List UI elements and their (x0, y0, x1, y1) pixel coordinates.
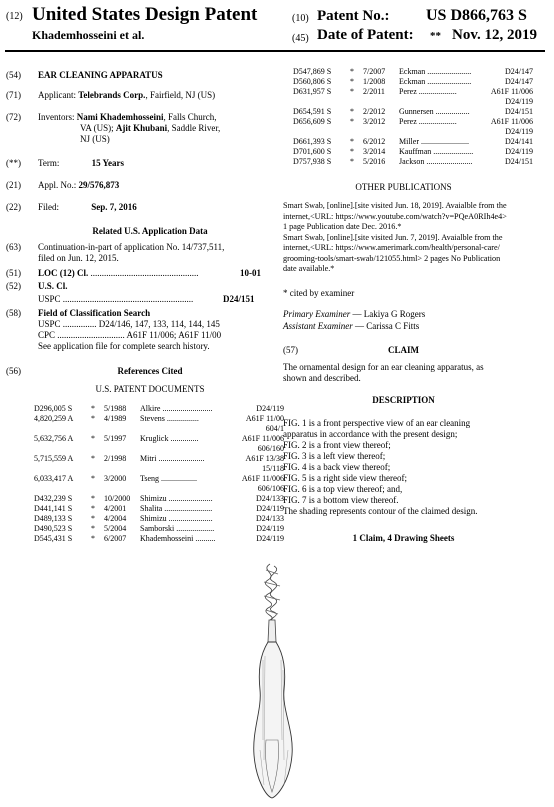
patent-name-cell: Kruglick (140, 434, 169, 443)
inventor-1-location: , Falls Church, (163, 112, 217, 122)
term-value: 15 Years (91, 158, 125, 168)
patent-dots-cell: ......................... (162, 404, 213, 413)
loc-label: LOC (12) Cl. (38, 268, 89, 278)
field-code: (54) (6, 70, 21, 80)
inventor-2-location-cont: NJ (US) (80, 134, 110, 144)
patent-star-cell: * (350, 67, 354, 76)
applicant-name: Telebrands Corp. (78, 90, 146, 100)
patent-date: Nov. 12, 2019 (452, 27, 538, 43)
patent-star-cell: * (91, 404, 95, 413)
publication-line: grooming-tools/smart-swab/121055.html> 2 pages No Publication (283, 253, 501, 263)
references-heading: References Cited (117, 366, 183, 376)
patent-star-cell: * (91, 494, 95, 503)
patent-date-cell: 5/2004 (104, 524, 127, 533)
patent-number-cell: D547,869 S (293, 67, 332, 76)
claim-line: The ornamental design for an ear cleaning apparatus, as (283, 362, 484, 372)
patent-name-cell: Samborski (140, 524, 175, 533)
patent-star-cell: * (91, 534, 95, 543)
patent-name-cell: Alkire (140, 404, 161, 413)
field-search-note: See application file for complete search history. (38, 341, 210, 351)
patent-class-cell: D24/151 (505, 157, 533, 166)
patent-name-cell: Perez (399, 87, 417, 96)
patent-dots-cell: ........................ (164, 504, 213, 513)
patent-star-cell: * (350, 77, 354, 86)
patent-date-cell: 1/2008 (363, 77, 386, 86)
patent-name-cell: Jackson (399, 157, 425, 166)
patent-dots-cell: ...................... (168, 514, 213, 523)
description-line: apparatus in accordance with the present design; (283, 429, 458, 439)
patent-date-cell: 3/2000 (104, 474, 127, 483)
patent-date-cell: 3/2014 (363, 147, 386, 156)
inventors-label: Inventors: (38, 112, 75, 122)
date-marker: ** (430, 30, 441, 42)
patent-date-cell: 2/1998 (104, 454, 127, 463)
publication-line: Smart Swab, [online].[site visited Jun. 7, 2019]. Avaialble from the (283, 232, 503, 242)
ear-cleaner-drawing (230, 560, 320, 802)
field-code: (**) (6, 158, 21, 168)
patent-dots-cell: ....................... (158, 454, 205, 463)
assistant-examiner-label: Assistant Examiner (283, 321, 353, 331)
patent-class-cell: D24/133 (256, 514, 284, 523)
patent-number-cell: D490,523 S (34, 524, 73, 533)
patent-dots-cell: ...................... (168, 494, 213, 503)
neck (268, 620, 276, 642)
appl-number: 29/576,873 (78, 180, 120, 190)
patent-dots-cell: ...................... (427, 77, 472, 86)
field-code: (71) (6, 90, 21, 100)
related-data-heading: Related U.S. Application Data (92, 226, 208, 236)
continuation-line-1: Continuation-in-part of application No. 14/737,511, (38, 242, 225, 252)
claims-summary: 1 Claim, 4 Drawing Sheets (352, 533, 455, 543)
patent-name-cell: Miller (399, 137, 419, 146)
patent-dots-cell: ................... (418, 87, 457, 96)
patent-date-cell: 2/2011 (363, 87, 385, 96)
filed-label: Filed: (38, 202, 60, 212)
patent-date-cell: 4/1989 (104, 414, 127, 423)
claim-heading: CLAIM (388, 345, 419, 355)
field-code: (56) (6, 366, 21, 376)
filed-date: Sep. 7, 2016 (91, 202, 137, 212)
patent-star-cell: * (350, 157, 354, 166)
patent-star-cell: * (91, 504, 95, 513)
patent-star-cell: * (350, 87, 354, 96)
patent-number-cell: 5,715,559 A (34, 454, 74, 463)
patent-name-cell: Mitri (140, 454, 157, 463)
publication-line: Smart Swab, [online].[site visited Jun. 18, 2019]. Avaialble from the (283, 201, 507, 210)
patent-dots-cell: .............. (170, 434, 199, 443)
patent-class-cell: 606/106 (257, 484, 284, 493)
uspc-value: D24/151 (223, 294, 255, 304)
patent-number-cell: D489,133 S (34, 514, 73, 523)
claim-line: shown and described. (283, 373, 361, 383)
patent-star-cell: * (91, 454, 95, 463)
patent-dots-cell: ................... (176, 524, 215, 533)
patent-number-cell: D560,806 S (293, 77, 332, 86)
patent-no-code: (10) (292, 13, 309, 24)
patent-date-cell: 3/2012 (363, 117, 386, 126)
patent-class-cell: D24/133 (256, 494, 284, 503)
patent-star-cell: * (91, 524, 95, 533)
uspc-row (38, 294, 294, 308)
patent-date-cell: 2/2012 (363, 107, 386, 116)
field-code: (52) (6, 281, 21, 291)
description-line: FIG. 4 is a back view thereof; (283, 462, 391, 472)
patent-name-cell: Kauffman (399, 147, 432, 156)
publication-line: date available.* (283, 264, 335, 273)
inventor-1-location-cont: VA (US); (80, 123, 116, 133)
patent-class-cell: D24/119 (505, 147, 533, 156)
patent-name-cell: Perez (399, 117, 417, 126)
other-publications (283, 201, 524, 275)
description-line: FIG. 5 is a right side view thereof; (283, 473, 407, 483)
patent-date-cell: 6/2007 (104, 534, 127, 543)
patent-date-cell: 10/2000 (104, 494, 131, 503)
patent-name-cell: Stevens (140, 414, 165, 423)
patent-star-cell: * (350, 147, 354, 156)
cited-note: * cited by examiner (283, 288, 355, 298)
patent-number-cell: 6,033,417 A (34, 474, 74, 483)
description-heading: DESCRIPTION (372, 395, 435, 405)
patent-number-cell: D654,591 S (293, 107, 332, 116)
patent-number-cell: D441,141 S (34, 504, 73, 513)
date-code: (45) (292, 33, 309, 44)
patent-number-cell: D701,600 S (293, 147, 332, 156)
patent-class-cell: D24/119 (505, 127, 533, 136)
patent-dots-cell: ................ (166, 414, 199, 423)
patent-star-cell: * (91, 434, 95, 443)
description-line: The shading represents contour of the claimed design. (283, 506, 478, 516)
patent-class-cell: A61F 11/00 (245, 414, 284, 423)
patent-class-cell: D24/119 (256, 504, 284, 513)
applicant-label: Applicant: (38, 90, 76, 100)
field-code: (21) (6, 180, 21, 190)
appl-label: Appl. No.: (38, 180, 77, 190)
patent-name-cell: Shimizu (140, 494, 167, 503)
inventor-2-location: , Saddle River, (167, 123, 221, 133)
date-label: Date of Patent: (317, 27, 414, 43)
description-line: FIG. 7 is a bottom view thereof. (283, 495, 399, 505)
patent-name-cell: Eckman (399, 67, 426, 76)
patent-number: US D866,763 S (426, 7, 527, 24)
patent-dots-cell: .................. (161, 474, 197, 483)
patent-class-cell: A61F 11/006 (490, 117, 533, 126)
publication-line: 1 page Publication date Dec. 2016.* (283, 222, 402, 231)
patent-dots-cell: ....................... (426, 157, 473, 166)
patent-date-cell: 5/2016 (363, 157, 386, 166)
other-publications-heading: OTHER PUBLICATIONS (355, 182, 452, 192)
inventors-row (6, 112, 270, 152)
publication-line: internet,<URL: https://www.amerimark.com/health/personal-care/ (283, 243, 500, 252)
authors: Khademhosseini et al. (32, 28, 145, 42)
patent-star-cell: * (91, 514, 95, 523)
field-code: (58) (6, 308, 21, 318)
patent-date-cell: 5/1997 (104, 434, 127, 443)
primary-examiner-label: Primary Examiner (283, 309, 351, 319)
document-title: United States Design Patent (32, 4, 258, 25)
patent-name-cell: Shimizu (140, 514, 167, 523)
publication-line: internet,<URL: https://www.youtube.com/watch?v=PQeA0RIh4e4> (283, 211, 507, 221)
field-code: (51) (6, 268, 21, 278)
handle (254, 642, 292, 798)
patent-class-cell: 606/160 (257, 444, 284, 453)
field-code: (22) (6, 202, 21, 212)
patent-number-cell: D432,239 S (34, 494, 73, 503)
header-rule (5, 50, 545, 52)
patent-number-cell: D661,393 S (293, 137, 332, 146)
uscl-label: U.S. Cl. (38, 281, 68, 291)
description-line: FIG. 6 is a top view thereof; and, (283, 484, 403, 494)
field-code: (63) (6, 242, 21, 252)
term-label: Term: (38, 158, 60, 168)
loc-value: 10-01 (240, 268, 261, 278)
patent-class-cell: A61F 11/006 (241, 474, 284, 483)
patent-class-cell: D24/147 (505, 77, 533, 86)
primary-examiner (283, 309, 524, 320)
field-code: (72) (6, 112, 21, 122)
patent-date-cell: 4/2001 (104, 504, 127, 513)
patent-star-cell: * (91, 474, 95, 483)
patent-class-cell: D24/119 (256, 404, 284, 413)
continuation-line-2: filed on Jun. 12, 2015. (38, 253, 119, 263)
patent-number-cell: 4,820,259 A (34, 414, 74, 423)
patent-class-cell: D24/119 (256, 534, 284, 543)
patent-date-cell: 5/1988 (104, 404, 127, 413)
field-search-cpc: CPC .............................. A61F 11/006; A61F 11/00 (38, 330, 222, 340)
applicant-location: , Fairfield, NJ (US) (145, 90, 216, 100)
loc-dots: ................................................ (90, 268, 199, 278)
spiral-tip (264, 564, 280, 622)
uspc-dots: .......................................................... (62, 294, 194, 304)
patent-class-cell: D24/147 (505, 67, 533, 76)
patent-dots-cell: .......... (195, 534, 216, 543)
header-left-code: (12) (6, 11, 23, 22)
assistant-examiner-name: — Carissa C Fitts (352, 321, 420, 331)
patent-date-cell: 4/2004 (104, 514, 127, 523)
patent-number-cell: D545,431 S (34, 534, 73, 543)
patent-dots-cell: ...................... (427, 67, 472, 76)
patent-date-cell: 7/2007 (363, 67, 386, 76)
claim-code: (57) (283, 345, 298, 355)
description-line: FIG. 2 is a front view thereof; (283, 440, 391, 450)
patent-star-cell: * (350, 107, 354, 116)
inventor-1-name: Nami Khademhosseini (76, 112, 164, 122)
field-search-label: Field of Classification Search (38, 308, 151, 318)
patent-class-cell: D24/119 (256, 524, 284, 533)
patent-star-cell: * (350, 117, 354, 126)
patent-class-cell: A61F 13/38 (245, 454, 284, 463)
description-line: FIG. 3 is a left view thereof; (283, 451, 386, 461)
patent-number-cell: D631,957 S (293, 87, 332, 96)
patent-star-cell: * (350, 137, 354, 146)
inventor-2-name: Ajit Khubani (115, 123, 168, 133)
patent-date-cell: 6/2012 (363, 137, 386, 146)
field-search-uspc: USPC ............... D24/146, 147, 133, 114, 144, 145 (38, 319, 220, 329)
patent-class-cell: D24/119 (505, 97, 533, 106)
description-line: FIG. 1 is a front perspective view of an ear cleaning (283, 418, 471, 428)
uspc-label: USPC (38, 294, 61, 304)
patent-class-cell: A61F 11/006 (241, 434, 284, 443)
primary-examiner-name: — Lakiya G Rogers (350, 309, 426, 319)
patent-number-cell: D656,609 S (293, 117, 332, 126)
patent-class-cell: A61F 11/006 (490, 87, 533, 96)
patent-name-cell: Gunnersen (399, 107, 434, 116)
patent-star-cell: * (91, 414, 95, 423)
patent-number-cell: D296,005 S (34, 404, 73, 413)
patent-dots-cell: .................... (433, 147, 474, 156)
invention-title: EAR CLEANING APPARATUS (38, 70, 163, 80)
patent-class-cell: 604/1 (265, 424, 284, 433)
claim-text (283, 362, 524, 384)
patent-name-cell: Shalita (140, 504, 163, 513)
patent-no-label: Patent No.: (317, 8, 390, 24)
claim-heading-row (283, 345, 524, 356)
assistant-examiner (283, 321, 524, 332)
patent-number-cell: D757,938 S (293, 157, 332, 166)
patent-class-cell: D24/151 (505, 107, 533, 116)
patent-dots-cell: ................. (435, 107, 470, 116)
patent-number-cell: 5,632,756 A (34, 434, 74, 443)
patent-dots-cell: ................... (418, 117, 457, 126)
patent-name-cell: Eckman (399, 77, 426, 86)
patent-class-cell: 15/118 (262, 464, 284, 473)
patent-name-cell: Tseng (140, 474, 159, 483)
us-docs-heading: U.S. PATENT DOCUMENTS (95, 384, 205, 394)
description-text (283, 418, 524, 517)
patent-dots-cell: ........................ (421, 137, 469, 146)
patent-name-cell: Khademhosseini (140, 534, 194, 543)
patent-class-cell: D24/141 (505, 137, 533, 146)
